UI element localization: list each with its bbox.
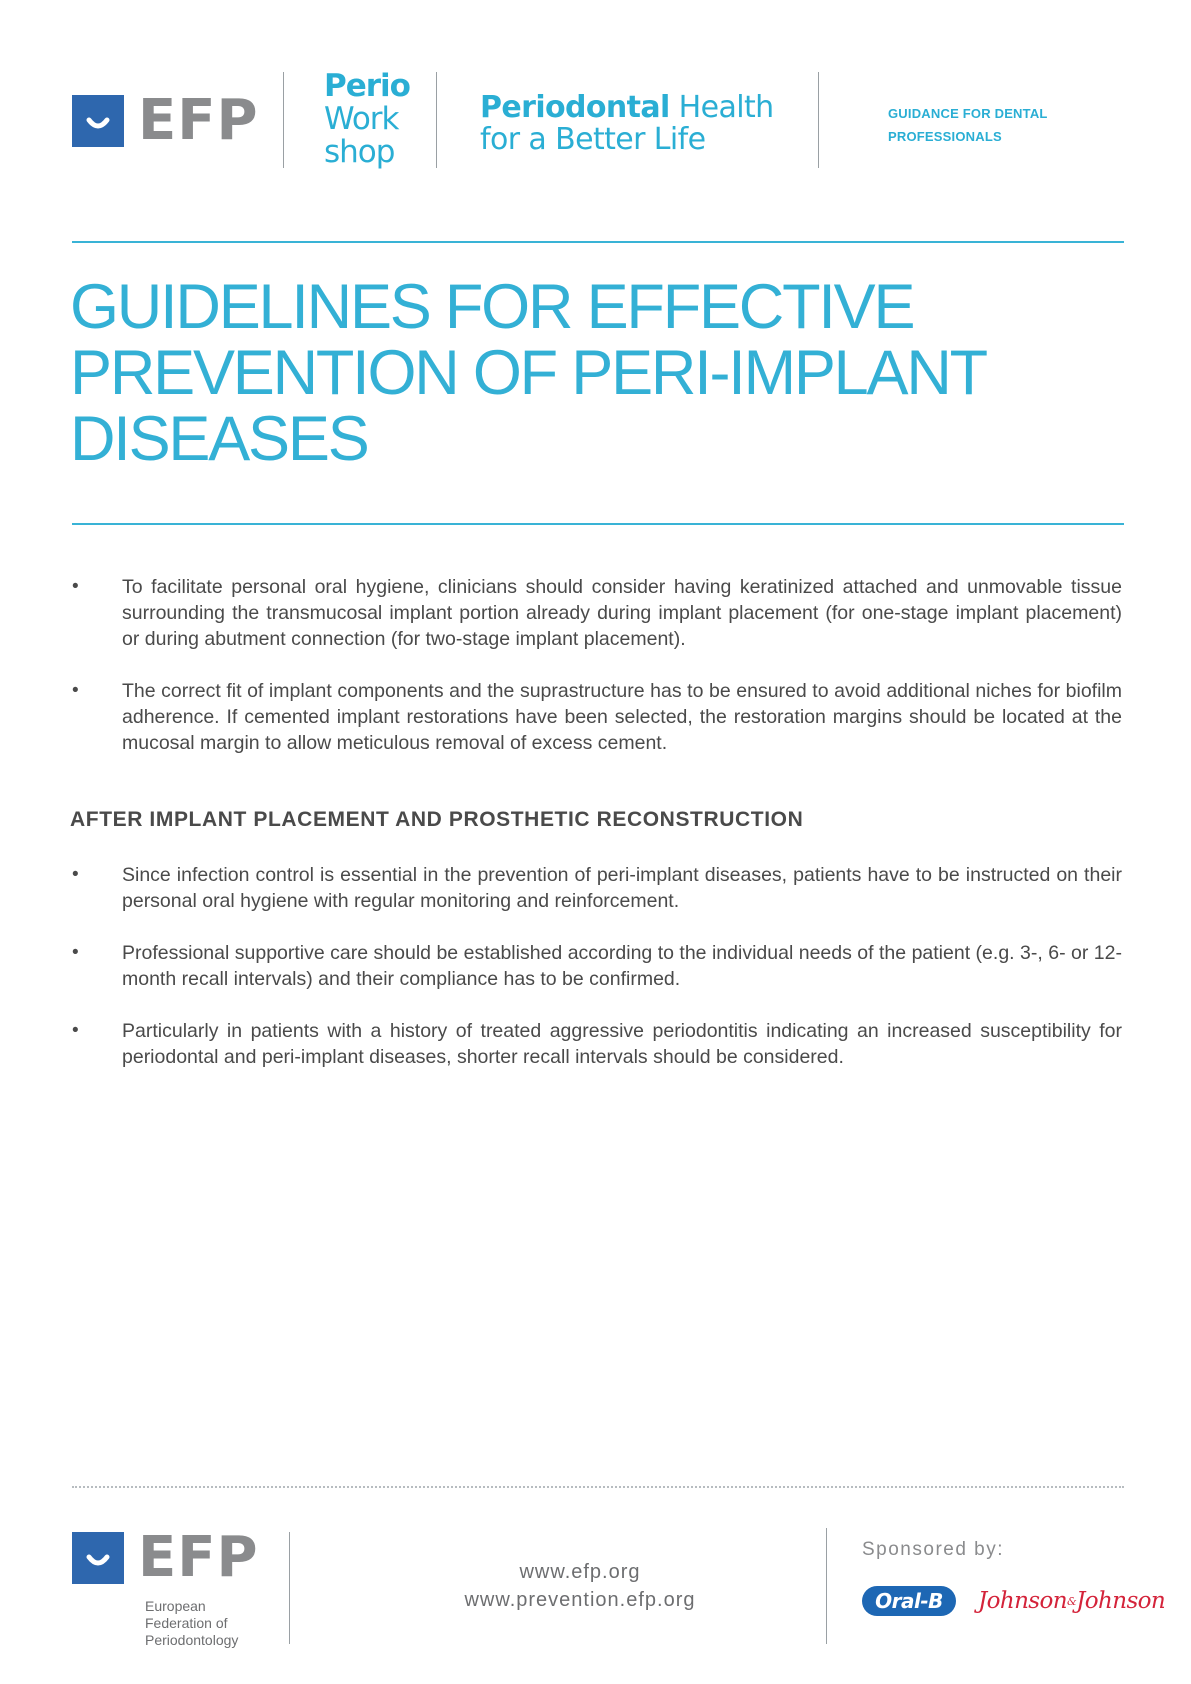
bullet-icon: • bbox=[72, 1020, 79, 1041]
list-item: • To facilitate personal oral hygiene, clinicians should consider having keratinized attached and unmovable tissue surrounding the transmucosal implant portion already during implant placement (for one-stage implant placement) or during abutment connection (for two-stage implant placement). bbox=[72, 576, 1122, 650]
footer-divider-vertical bbox=[826, 1528, 827, 1644]
bullet-list bbox=[72, 862, 1122, 1096]
sponsored-label: Sponsored by: bbox=[862, 1539, 1005, 1560]
list-item: • Professional supportive care should be established according to the individual needs of the patient (e.g. 3-, 6- or 12-month recall intervals) and their compliance has to be confirmed. bbox=[72, 942, 1122, 990]
section-heading: AFTER IMPLANT PLACEMENT AND PROSTHETIC RECONSTRUCTION bbox=[70, 808, 804, 831]
efp-logo bbox=[72, 88, 259, 153]
bullet-icon: • bbox=[72, 942, 79, 963]
bullet-icon: • bbox=[72, 680, 79, 701]
footer-divider bbox=[72, 1486, 1124, 1488]
johnson-and-johnson-logo: Johnson&Johnson bbox=[978, 1588, 1166, 1614]
footer-links bbox=[380, 1558, 780, 1614]
header-divider bbox=[818, 72, 819, 168]
tagline: Periodontal Health for a Better Life bbox=[480, 90, 774, 157]
bullet-list bbox=[72, 574, 1122, 782]
header-divider bbox=[283, 72, 284, 168]
efp-logo-text: EFP bbox=[138, 1525, 259, 1590]
prevention-link[interactable]: www.prevention.efp.org bbox=[464, 1589, 696, 1611]
footer-divider-vertical bbox=[289, 1532, 290, 1644]
smile-icon bbox=[72, 95, 124, 147]
efp-logo-text: EFP bbox=[138, 88, 259, 153]
page-title: GUIDELINES FOR EFFECTIVE PREVENTION OF PERI-IMPLANT DISEASES bbox=[70, 272, 986, 474]
header-divider bbox=[436, 72, 437, 168]
oral-b-logo: Oral-B bbox=[862, 1586, 956, 1616]
title-top-rule bbox=[72, 241, 1124, 243]
list-item: • The correct fit of implant components and the suprastructure has to be ensured to avoid additional niches for biofilm adherence. If cemented implant restorations have been selected, the restoration margins should be located at the mucosal margin to allow meticulous removal of excess cement. bbox=[72, 680, 1122, 754]
perio-workshop-logo: Perio Work shop bbox=[324, 68, 410, 170]
footer-efp-logo bbox=[72, 1525, 259, 1649]
guidance-label: GUIDANCE FOR DENTAL PROFESSIONALS bbox=[888, 106, 1048, 144]
title-bottom-rule bbox=[72, 523, 1124, 525]
list-item: • Since infection control is essential in the prevention of peri-implant diseases, patients have to be instructed on their personal oral hygiene with regular monitoring and reinforcement. bbox=[72, 864, 1122, 912]
efp-link[interactable]: www.efp.org bbox=[519, 1561, 641, 1583]
bullet-icon: • bbox=[72, 864, 79, 885]
bullet-icon: • bbox=[72, 576, 79, 597]
list-item: • Particularly in patients with a history of treated aggressive periodontitis indicating an increased susceptibility for periodontal and peri-implant diseases, shorter recall intervals should be considered. bbox=[72, 1020, 1122, 1068]
smile-icon bbox=[72, 1532, 124, 1584]
org-name: European Federation of Periodontology bbox=[145, 1598, 239, 1648]
